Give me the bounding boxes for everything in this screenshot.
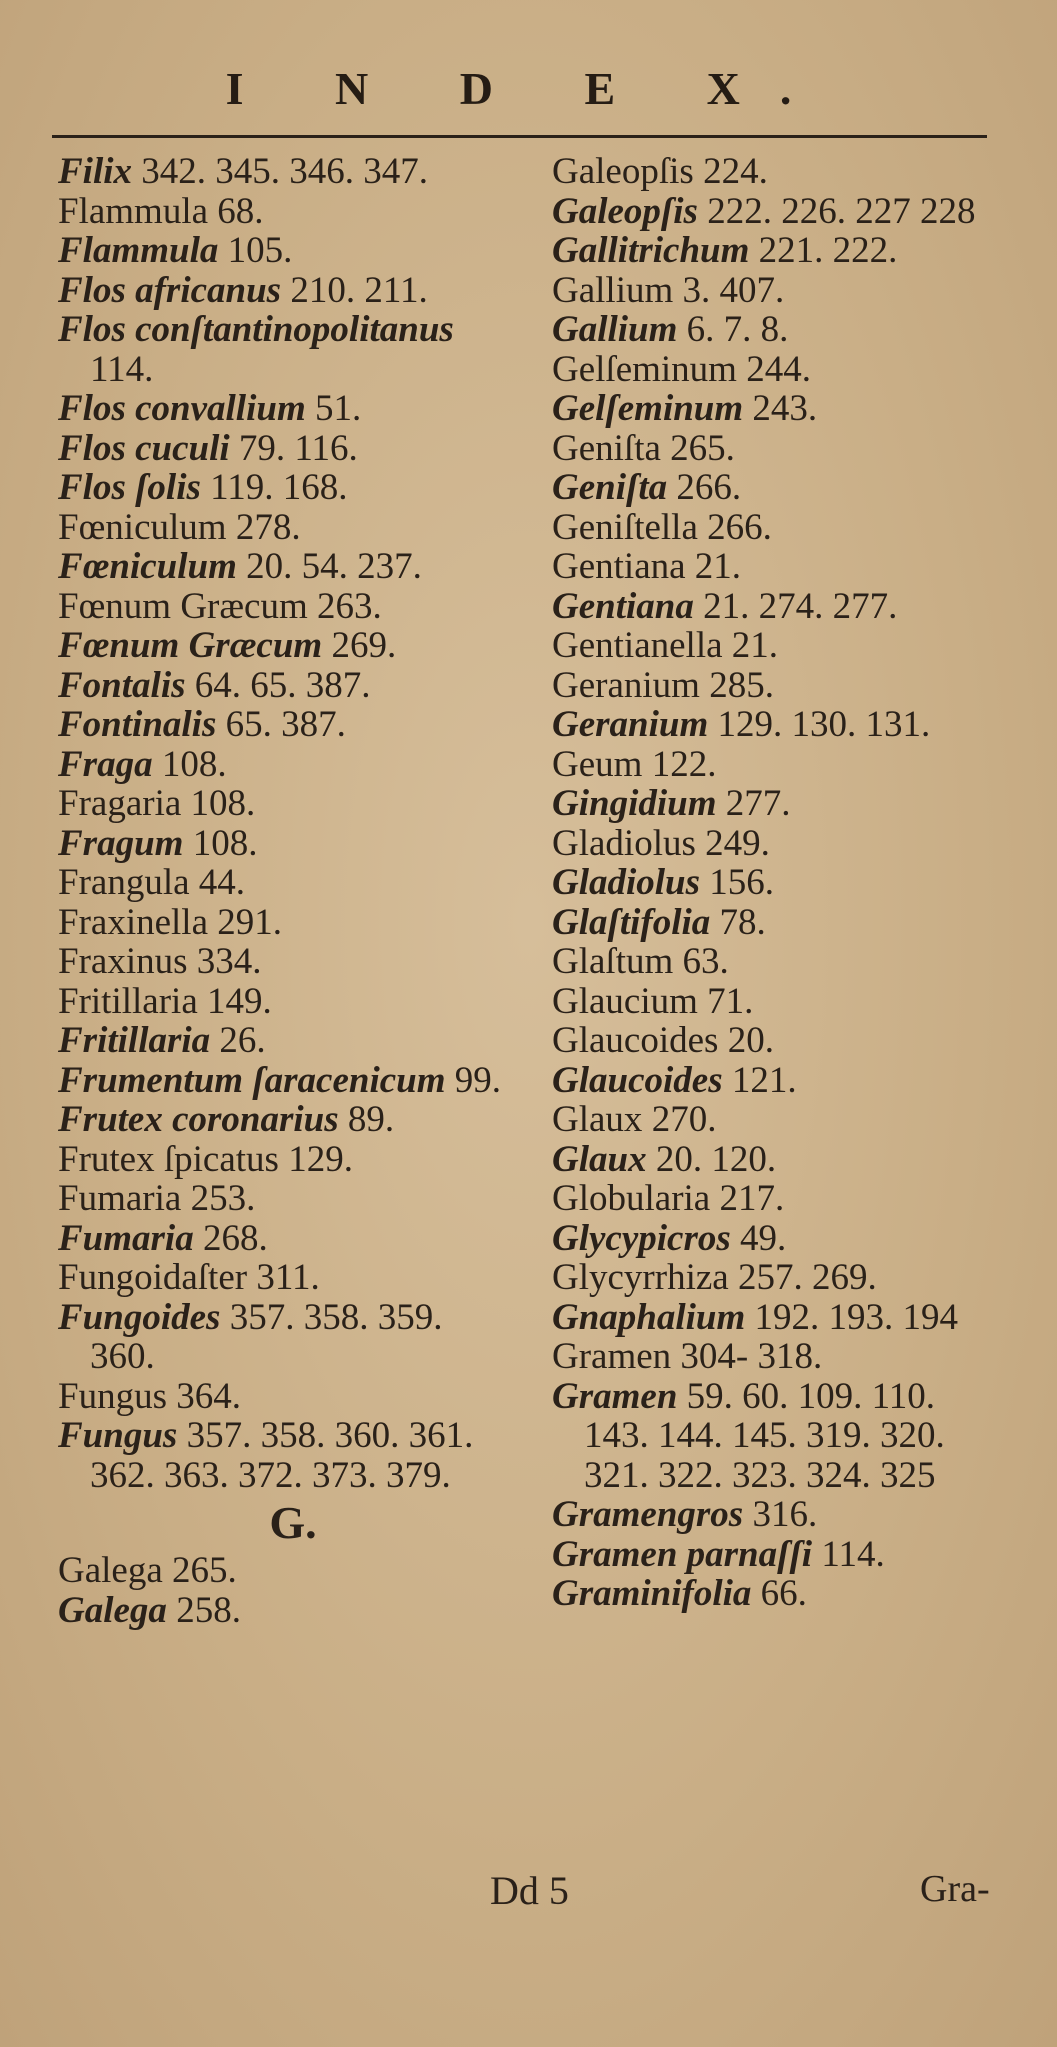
index-term: Geranium [552,664,700,706]
index-entry [58,1416,528,1456]
index-page-refs: 362. 363. 372. 373. 379. [90,1454,451,1496]
index-entry [58,389,528,429]
index-entry [552,1021,1022,1061]
index-term: Fungoides [58,1296,221,1338]
index-page-refs: 59. 60. 109. 110. [686,1375,936,1417]
index-term: Geum [552,743,643,785]
index-term: Flos ſolis [58,467,201,508]
page-title: I N D E X. [225,63,832,114]
index-entry [58,1061,528,1101]
index-page-refs: 114. [821,1533,885,1575]
index-term: Geranium [552,704,709,745]
index-entry [58,231,528,271]
index-page-refs: 65. 387. [225,704,346,745]
index-page-refs: 266. [707,506,772,548]
index-entry [58,982,528,1022]
index-page-refs: 192. 193. 194 [754,1296,959,1338]
index-entry [552,1298,1022,1338]
index-page-refs: 249. [705,822,770,864]
index-term: Fumaria [58,1178,182,1219]
index-entry [58,587,528,627]
index-entry [58,192,528,232]
index-page-refs: 20. [727,1020,774,1061]
index-term: Fontinalis [58,704,217,745]
index-entry [552,1495,1022,1535]
index-term: Glaucoides [552,1059,723,1101]
index-term: Gramen parnaſſi [552,1533,813,1575]
index-page-refs: 51. [314,388,362,429]
right-entry-list [552,152,1022,1614]
index-term: Glycyrrhiza [552,1257,729,1298]
index-entry [552,1061,1022,1101]
index-page-refs: 108. [192,822,258,864]
index-page-refs: 21. [731,625,779,666]
index-entry [58,705,528,745]
index-term: Flos conſtantinopolitanus [58,309,454,350]
index-page-refs: 268. [202,1217,268,1259]
index-entry [58,903,528,943]
index-column-left [58,152,528,1630]
index-entry [552,1337,1022,1377]
index-term: Gingidium [552,783,717,824]
index-term: Glaux [552,1099,643,1140]
index-entry [552,152,1022,192]
index-page-refs: 265. [670,427,735,469]
index-term: Geniſtella [552,506,698,548]
index-page-refs: 105. [227,230,293,271]
index-page-refs: 108. [190,783,256,824]
index-term: Fraxinella [58,901,209,943]
index-entry [58,429,528,469]
index-term: Flos convallium [58,388,306,429]
index-term: Fritillaria [58,1020,211,1061]
index-page-refs: 222. 226. 227 228 [707,190,976,232]
index-term: Gramen [552,1375,678,1417]
index-term: Glaucium [552,980,698,1022]
index-entry [552,1140,1022,1180]
index-entry [552,784,1022,824]
page-footer [0,1867,1057,1927]
index-entry [552,1416,1022,1456]
index-page-refs: 71. [707,980,754,1022]
index-term: Glaux [552,1138,647,1180]
index-term: Flos cuculi [58,427,230,469]
index-entry [58,1337,528,1377]
index-page-refs: 210. 211. [290,269,428,311]
index-entry [552,903,1022,943]
index-term: Gladiolus [552,862,701,903]
index-entry [58,1100,528,1140]
index-page-refs: 244. [746,348,811,390]
index-entry [552,824,1022,864]
index-page-refs: 114. [90,348,154,390]
index-term: Fraxinus [58,941,188,982]
index-page-refs: 217. [719,1178,785,1219]
index-entry [552,508,1022,548]
index-term: Fontalis [58,664,186,706]
index-page-refs: 265. [172,1550,237,1591]
index-page-refs: 258. [176,1589,241,1631]
index-term: Fragaria [58,783,182,824]
index-term: Fungus [58,1415,178,1456]
index-entry [58,310,528,350]
index-term: Fumaria [58,1217,194,1259]
index-page-refs: 253. [190,1178,256,1219]
index-term: Gelſeminum [552,388,744,429]
index-term: Fungus [58,1375,167,1417]
index-entry [58,1377,528,1417]
index-entry [552,271,1022,311]
index-page-refs: 334. [196,941,262,982]
index-term: Geniſta [552,467,668,508]
index-term: Gentianella [552,625,723,666]
index-term: Fungoidaſter [58,1257,248,1298]
index-entry [58,468,528,508]
index-entry [58,626,528,666]
index-entry [58,745,528,785]
index-page-refs: 221. 222. [758,230,898,271]
index-page-refs: 149. [207,980,272,1022]
index-page-refs: 285. [709,664,774,706]
index-page-refs: 63. [682,941,729,982]
index-term: Gnaphalium [552,1296,746,1338]
index-term: Fragum [58,822,184,864]
index-entry [58,1219,528,1259]
index-entry [58,1456,528,1496]
index-page-refs: 108. [161,743,227,785]
index-page-refs: 6. 7. 8. [686,309,789,350]
index-entry [58,547,528,587]
index-page-refs: 79. 116. [238,427,358,469]
index-entry [58,824,528,864]
index-entry [552,666,1022,706]
index-entry [58,1140,528,1180]
index-entry [552,389,1022,429]
index-term: Galeopſis [552,190,698,232]
signature-mark: Dd 5 [490,1868,569,1913]
index-term: Fritillaria [58,980,198,1022]
index-term: Fœniculum [58,546,237,587]
index-entry [552,350,1022,390]
section-letter-heading: G. [269,1497,317,1548]
index-entry [552,1219,1022,1259]
index-entry [552,587,1022,627]
index-term: Flammula [58,230,219,271]
index-entry [58,666,528,706]
index-entry [58,1021,528,1061]
index-term: Fœnum Græcum [58,585,308,627]
index-entry [552,468,1022,508]
index-page-refs: 21. 274. 277. [703,585,898,627]
index-entry [552,863,1022,903]
index-term: Glaſtifolia [552,901,711,943]
index-term: Gelſeminum [552,348,737,390]
index-page-refs: 20. 54. 237. [246,546,422,587]
index-term: Glaucoides [552,1020,719,1061]
index-page-refs: 270. [651,1099,717,1140]
index-page-refs: 360. [90,1336,155,1377]
index-entry [552,1574,1022,1614]
index-term: Graminifolia [552,1573,752,1614]
index-term: Glycypicros [552,1217,731,1259]
index-page-refs: 257. 269. [737,1257,877,1298]
catchword: Gra- [920,1868,990,1910]
index-page-refs: 68. [217,190,264,232]
index-term: Glaſtum [552,941,674,982]
index-term: Gallitrichum [552,230,750,271]
index-entry [58,942,528,982]
index-term: Gallium [552,269,674,311]
index-term: Gramen [552,1336,672,1377]
index-term: Gentiana [552,546,686,587]
index-term: Galeopſis [552,151,694,192]
index-page-refs: 263. [317,585,382,627]
index-page-refs: 129. [288,1138,353,1180]
index-term: Fœniculum [58,506,227,548]
index-entry [552,942,1022,982]
index-page-refs: 119. 168. [210,467,348,508]
index-entry [58,1179,528,1219]
index-term: Flammula [58,190,209,232]
index-page-refs: 156. [709,862,775,903]
index-page-refs: 49. [740,1217,787,1259]
index-page-refs: 304- 318. [680,1336,823,1377]
index-page-refs: 26. [219,1020,266,1061]
header-rule [52,135,987,138]
index-page-refs: 364. [176,1375,241,1417]
index-page-refs: 342. 345. 346. 347. [141,151,429,192]
index-entry [552,192,1022,232]
left-entry-list [58,152,528,1495]
index-entry [552,982,1022,1022]
index-entry [552,429,1022,469]
index-entry [552,745,1022,785]
index-term: Filix [58,151,133,192]
index-page-refs: 291. [217,901,283,943]
index-page-refs: 21. [694,546,742,587]
index-term: Globularia [552,1178,711,1219]
index-page-refs: 89. [347,1099,395,1140]
index-page-refs: 243. [752,388,818,429]
index-term: Fraga [58,743,153,785]
index-entry [552,1100,1022,1140]
index-term: Frutex coronarius [58,1099,339,1140]
left-entry-list-after [58,1551,528,1630]
index-term: Gentiana [552,585,694,627]
index-page-refs: 269. [331,625,397,666]
index-page-refs: 143. 144. 145. 319. 320. [584,1415,945,1456]
index-page-refs: 3. 407. [682,269,785,311]
index-entry [58,350,528,390]
index-page-refs: 321. 322. 323. 324. 325 [584,1454,936,1496]
index-entry [552,1258,1022,1298]
index-entry [58,1551,528,1591]
index-page-refs: 224. [703,151,768,192]
index-page-refs: 78. [719,901,766,943]
index-term: Galega [58,1589,167,1631]
index-page-refs: 66. [760,1573,807,1614]
index-page-refs: 64. 65. 387. [194,664,371,706]
index-entry [552,1535,1022,1575]
index-entry [552,705,1022,745]
index-term: Galega [58,1550,163,1591]
index-page-refs: 99. [454,1059,502,1101]
index-entry [552,1179,1022,1219]
index-page-refs: 266. [676,467,742,508]
index-entry [58,784,528,824]
index-page-refs: 316. [752,1494,818,1535]
index-entry [552,1456,1022,1496]
index-page-refs: 357. 358. 360. 361. [186,1415,474,1456]
index-page-refs: 20. 120. [655,1138,777,1180]
index-page-refs: 44. [198,862,246,903]
index-entry [58,863,528,903]
index-entry [58,271,528,311]
index-entry [58,508,528,548]
index-entry [552,310,1022,350]
index-entry [58,152,528,192]
index-page-refs: 129. 130. 131. [717,704,931,745]
index-term: Frangula [58,862,190,903]
index-term: Frutex ſpicatus [58,1138,279,1180]
index-term: Gladiolus [552,822,696,864]
index-term: Fœnum Græcum [58,625,323,666]
index-entry [58,1298,528,1338]
index-entry [58,1258,528,1298]
index-term: Gallium [552,309,678,350]
index-page-refs: 311. [256,1257,320,1298]
index-entry [552,231,1022,271]
index-entry [58,1591,528,1631]
index-term: Gramengros [552,1494,744,1535]
index-entry [552,547,1022,587]
index-term: Flos africanus [58,269,282,311]
index-entry [552,1377,1022,1417]
index-page-refs: 278. [235,506,301,548]
index-page-refs: 277. [725,783,791,824]
index-page-refs: 121. [731,1059,797,1101]
index-page-refs: 122. [651,743,717,785]
index-term: Geniſta [552,427,661,469]
index-page-refs: 357. 358. 359. [229,1296,443,1338]
index-column-right [552,152,1022,1614]
index-entry [552,626,1022,666]
index-term: Frumentum ſaracenicum [58,1059,446,1101]
